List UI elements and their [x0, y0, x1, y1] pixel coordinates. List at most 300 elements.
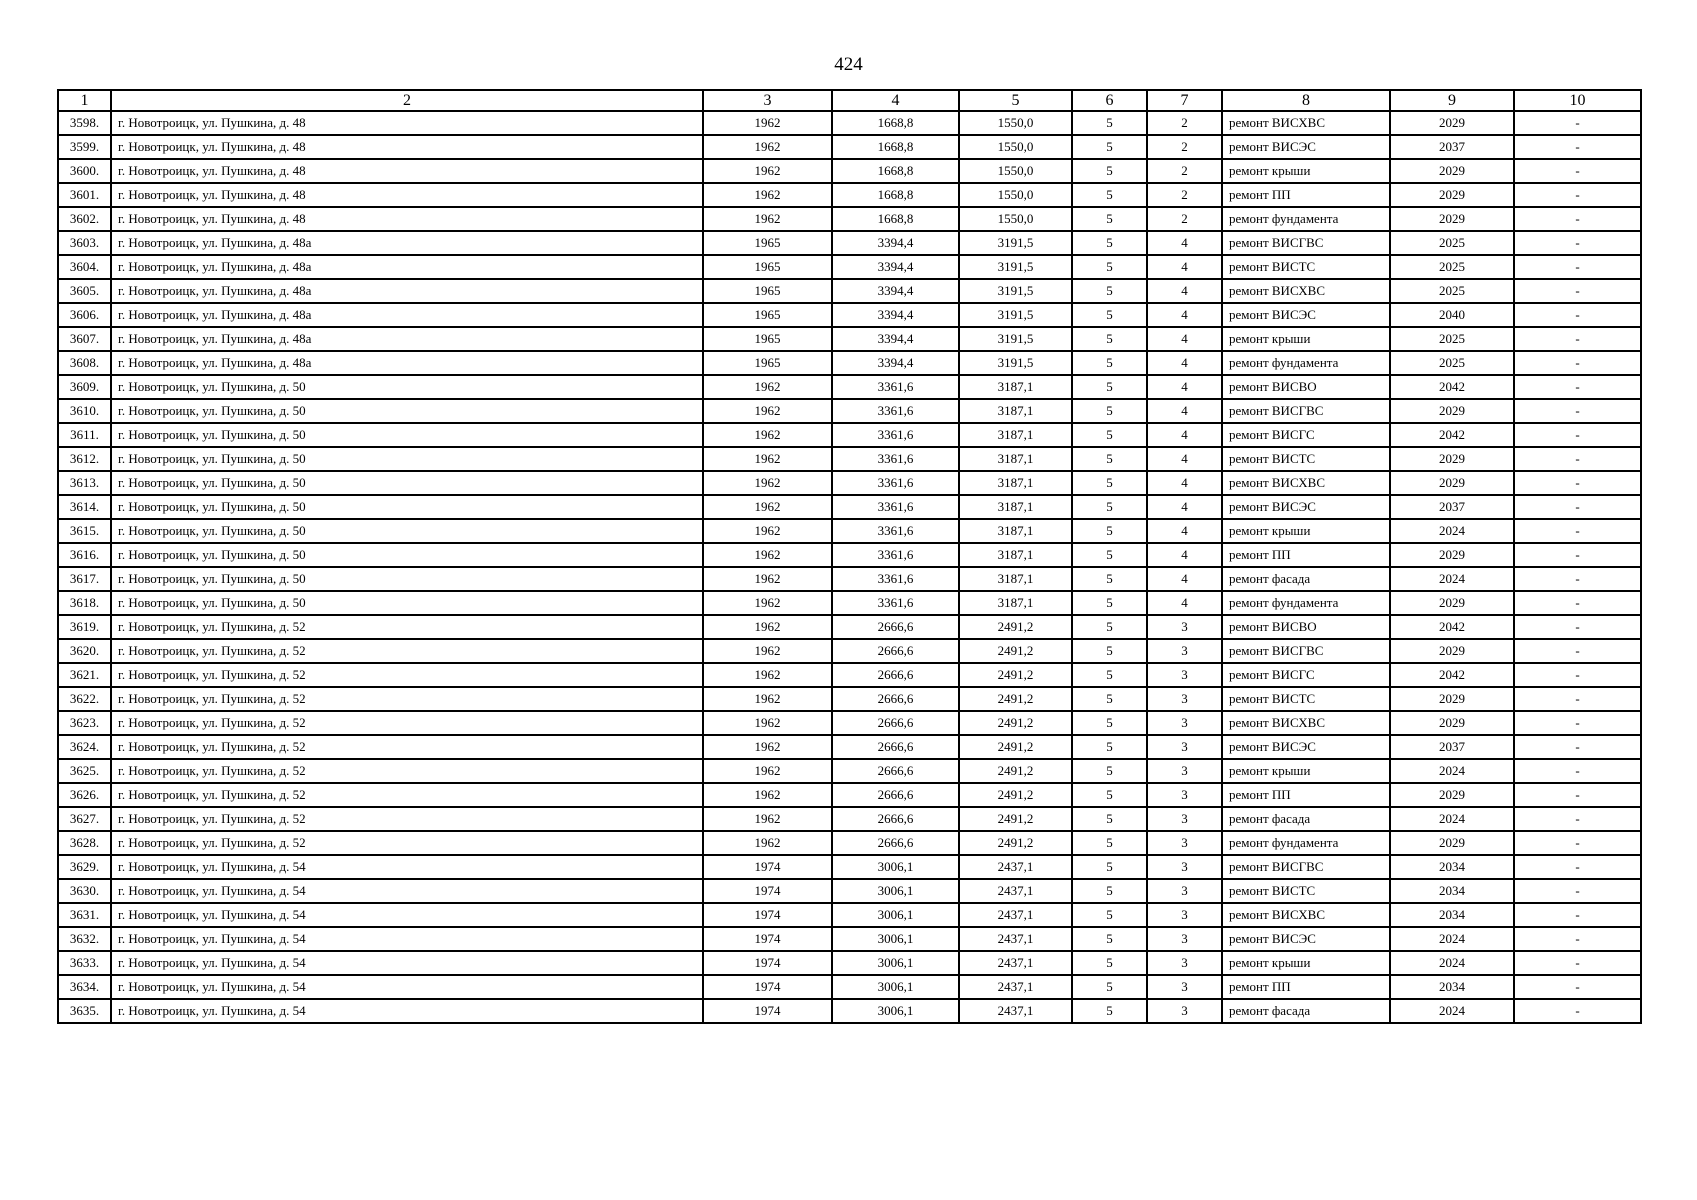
cell-work-type: ремонт ВИСХВС [1222, 111, 1390, 135]
cell-floors: 5 [1072, 351, 1147, 375]
cell-note: - [1514, 423, 1641, 447]
cell-address: г. Новотроицк, ул. Пушкина, д. 52 [111, 807, 703, 831]
cell-note: - [1514, 447, 1641, 471]
cell-note: - [1514, 255, 1641, 279]
cell-address: г. Новотроицк, ул. Пушкина, д. 50 [111, 471, 703, 495]
data-table [57, 89, 1642, 1024]
cell-entrances: 2 [1147, 111, 1222, 135]
column-header-6: 6 [1072, 90, 1147, 111]
cell-address: г. Новотроицк, ул. Пушкина, д. 50 [111, 591, 703, 615]
cell-note: - [1514, 207, 1641, 231]
cell-entrances: 3 [1147, 855, 1222, 879]
table-row [58, 903, 1641, 927]
cell-address: г. Новотроицк, ул. Пушкина, д. 48а [111, 303, 703, 327]
cell-living-area: 2437,1 [959, 903, 1072, 927]
cell-work-type: ремонт ВИСГВС [1222, 855, 1390, 879]
cell-work-type: ремонт ВИСЭС [1222, 735, 1390, 759]
cell-living-area: 2491,2 [959, 783, 1072, 807]
cell-total-area: 3006,1 [832, 951, 959, 975]
cell-year-built: 1965 [703, 327, 832, 351]
cell-total-area: 3006,1 [832, 927, 959, 951]
cell-living-area: 1550,0 [959, 207, 1072, 231]
cell-entrances: 4 [1147, 471, 1222, 495]
cell-entrances: 3 [1147, 831, 1222, 855]
cell-floors: 5 [1072, 591, 1147, 615]
cell-floors: 5 [1072, 711, 1147, 735]
cell-address: г. Новотроицк, ул. Пушкина, д. 52 [111, 735, 703, 759]
cell-note: - [1514, 663, 1641, 687]
cell-planned-year: 2024 [1390, 807, 1514, 831]
cell-entrances: 2 [1147, 159, 1222, 183]
cell-address: г. Новотроицк, ул. Пушкина, д. 54 [111, 855, 703, 879]
cell-row-number: 3603. [58, 231, 111, 255]
table-row [58, 927, 1641, 951]
cell-planned-year: 2024 [1390, 999, 1514, 1023]
cell-floors: 5 [1072, 399, 1147, 423]
cell-work-type: ремонт ВИСХВС [1222, 711, 1390, 735]
cell-work-type: ремонт ВИСГС [1222, 663, 1390, 687]
cell-entrances: 4 [1147, 375, 1222, 399]
cell-floors: 5 [1072, 447, 1147, 471]
cell-address: г. Новотроицк, ул. Пушкина, д. 54 [111, 927, 703, 951]
cell-work-type: ремонт фундамента [1222, 207, 1390, 231]
cell-address: г. Новотроицк, ул. Пушкина, д. 48 [111, 135, 703, 159]
table-row [58, 207, 1641, 231]
table-row [58, 279, 1641, 303]
cell-work-type: ремонт фундамента [1222, 351, 1390, 375]
cell-address: г. Новотроицк, ул. Пушкина, д. 48 [111, 111, 703, 135]
table-row [58, 639, 1641, 663]
cell-entrances: 4 [1147, 303, 1222, 327]
cell-planned-year: 2029 [1390, 183, 1514, 207]
cell-work-type: ремонт ВИСЭС [1222, 495, 1390, 519]
cell-note: - [1514, 855, 1641, 879]
column-header-1: 1 [58, 90, 111, 111]
cell-work-type: ремонт ВИСТС [1222, 687, 1390, 711]
cell-address: г. Новотроицк, ул. Пушкина, д. 48 [111, 183, 703, 207]
table-row [58, 759, 1641, 783]
cell-year-built: 1965 [703, 303, 832, 327]
cell-year-built: 1962 [703, 543, 832, 567]
cell-planned-year: 2029 [1390, 783, 1514, 807]
cell-work-type: ремонт фундамента [1222, 831, 1390, 855]
table-row [58, 327, 1641, 351]
cell-living-area: 2491,2 [959, 831, 1072, 855]
cell-row-number: 3601. [58, 183, 111, 207]
cell-row-number: 3612. [58, 447, 111, 471]
cell-work-type: ремонт ВИСХВС [1222, 279, 1390, 303]
cell-planned-year: 2029 [1390, 399, 1514, 423]
cell-total-area: 3006,1 [832, 855, 959, 879]
cell-row-number: 3623. [58, 711, 111, 735]
cell-row-number: 3621. [58, 663, 111, 687]
cell-note: - [1514, 303, 1641, 327]
column-header-9: 9 [1390, 90, 1514, 111]
cell-planned-year: 2024 [1390, 951, 1514, 975]
cell-planned-year: 2024 [1390, 927, 1514, 951]
table-row [58, 591, 1641, 615]
cell-year-built: 1962 [703, 711, 832, 735]
cell-entrances: 4 [1147, 423, 1222, 447]
cell-work-type: ремонт ВИСХВС [1222, 471, 1390, 495]
cell-living-area: 3191,5 [959, 303, 1072, 327]
cell-year-built: 1962 [703, 135, 832, 159]
cell-address: г. Новотроицк, ул. Пушкина, д. 52 [111, 831, 703, 855]
cell-total-area: 2666,6 [832, 759, 959, 783]
table-row [58, 255, 1641, 279]
cell-floors: 5 [1072, 183, 1147, 207]
cell-year-built: 1962 [703, 375, 832, 399]
cell-address: г. Новотроицк, ул. Пушкина, д. 48 [111, 159, 703, 183]
cell-address: г. Новотроицк, ул. Пушкина, д. 54 [111, 951, 703, 975]
table-row [58, 735, 1641, 759]
cell-living-area: 3187,1 [959, 375, 1072, 399]
cell-entrances: 3 [1147, 663, 1222, 687]
cell-floors: 5 [1072, 519, 1147, 543]
cell-year-built: 1974 [703, 855, 832, 879]
cell-work-type: ремонт ПП [1222, 183, 1390, 207]
cell-living-area: 2437,1 [959, 855, 1072, 879]
cell-entrances: 4 [1147, 591, 1222, 615]
cell-address: г. Новотроицк, ул. Пушкина, д. 52 [111, 615, 703, 639]
cell-living-area: 2491,2 [959, 615, 1072, 639]
cell-planned-year: 2034 [1390, 975, 1514, 999]
cell-planned-year: 2042 [1390, 423, 1514, 447]
column-header-3: 3 [703, 90, 832, 111]
cell-row-number: 3607. [58, 327, 111, 351]
cell-note: - [1514, 471, 1641, 495]
cell-planned-year: 2029 [1390, 111, 1514, 135]
cell-floors: 5 [1072, 375, 1147, 399]
cell-planned-year: 2029 [1390, 711, 1514, 735]
cell-living-area: 2491,2 [959, 687, 1072, 711]
cell-entrances: 3 [1147, 807, 1222, 831]
cell-floors: 5 [1072, 255, 1147, 279]
cell-work-type: ремонт фасада [1222, 999, 1390, 1023]
cell-year-built: 1962 [703, 567, 832, 591]
cell-row-number: 3633. [58, 951, 111, 975]
cell-note: - [1514, 975, 1641, 999]
cell-year-built: 1962 [703, 447, 832, 471]
cell-entrances: 3 [1147, 903, 1222, 927]
table-row [58, 975, 1641, 999]
cell-address: г. Новотроицк, ул. Пушкина, д. 50 [111, 519, 703, 543]
cell-row-number: 3604. [58, 255, 111, 279]
cell-total-area: 3361,6 [832, 471, 959, 495]
cell-floors: 5 [1072, 615, 1147, 639]
cell-total-area: 2666,6 [832, 831, 959, 855]
cell-note: - [1514, 927, 1641, 951]
cell-planned-year: 2029 [1390, 159, 1514, 183]
cell-work-type: ремонт крыши [1222, 951, 1390, 975]
cell-note: - [1514, 783, 1641, 807]
table-row [58, 519, 1641, 543]
cell-note: - [1514, 567, 1641, 591]
cell-note: - [1514, 327, 1641, 351]
cell-living-area: 2491,2 [959, 807, 1072, 831]
cell-address: г. Новотроицк, ул. Пушкина, д. 52 [111, 639, 703, 663]
cell-work-type: ремонт ВИСЭС [1222, 927, 1390, 951]
cell-row-number: 3611. [58, 423, 111, 447]
cell-year-built: 1962 [703, 159, 832, 183]
cell-work-type: ремонт ПП [1222, 783, 1390, 807]
cell-floors: 5 [1072, 279, 1147, 303]
cell-living-area: 3187,1 [959, 519, 1072, 543]
table-row [58, 711, 1641, 735]
cell-living-area: 2491,2 [959, 711, 1072, 735]
column-header-8: 8 [1222, 90, 1390, 111]
cell-note: - [1514, 807, 1641, 831]
cell-floors: 5 [1072, 303, 1147, 327]
table-row [58, 303, 1641, 327]
cell-year-built: 1962 [703, 783, 832, 807]
cell-entrances: 3 [1147, 735, 1222, 759]
cell-living-area: 3187,1 [959, 423, 1072, 447]
cell-work-type: ремонт ПП [1222, 975, 1390, 999]
cell-living-area: 3187,1 [959, 591, 1072, 615]
cell-row-number: 3625. [58, 759, 111, 783]
cell-living-area: 3187,1 [959, 399, 1072, 423]
cell-planned-year: 2025 [1390, 279, 1514, 303]
cell-total-area: 3361,6 [832, 423, 959, 447]
cell-year-built: 1974 [703, 975, 832, 999]
table-row [58, 567, 1641, 591]
cell-work-type: ремонт ВИСГВС [1222, 231, 1390, 255]
cell-floors: 5 [1072, 471, 1147, 495]
cell-work-type: ремонт ВИСГС [1222, 423, 1390, 447]
table-row [58, 663, 1641, 687]
cell-year-built: 1962 [703, 519, 832, 543]
cell-planned-year: 2029 [1390, 471, 1514, 495]
cell-work-type: ремонт ВИСЭС [1222, 135, 1390, 159]
cell-floors: 5 [1072, 231, 1147, 255]
header-row [58, 90, 1641, 111]
cell-planned-year: 2029 [1390, 639, 1514, 663]
cell-address: г. Новотроицк, ул. Пушкина, д. 50 [111, 567, 703, 591]
cell-year-built: 1962 [703, 759, 832, 783]
cell-floors: 5 [1072, 759, 1147, 783]
table-row [58, 447, 1641, 471]
cell-entrances: 4 [1147, 327, 1222, 351]
cell-entrances: 3 [1147, 759, 1222, 783]
cell-entrances: 3 [1147, 975, 1222, 999]
cell-row-number: 3613. [58, 471, 111, 495]
cell-row-number: 3626. [58, 783, 111, 807]
cell-address: г. Новотроицк, ул. Пушкина, д. 48 [111, 207, 703, 231]
table-row [58, 111, 1641, 135]
cell-row-number: 3632. [58, 927, 111, 951]
cell-year-built: 1974 [703, 951, 832, 975]
cell-row-number: 3630. [58, 879, 111, 903]
cell-planned-year: 2042 [1390, 615, 1514, 639]
cell-floors: 5 [1072, 639, 1147, 663]
table-row [58, 351, 1641, 375]
cell-address: г. Новотроицк, ул. Пушкина, д. 48а [111, 327, 703, 351]
cell-total-area: 3394,4 [832, 327, 959, 351]
cell-year-built: 1962 [703, 207, 832, 231]
cell-floors: 5 [1072, 975, 1147, 999]
cell-address: г. Новотроицк, ул. Пушкина, д. 48а [111, 279, 703, 303]
cell-total-area: 2666,6 [832, 735, 959, 759]
cell-living-area: 1550,0 [959, 159, 1072, 183]
cell-row-number: 3598. [58, 111, 111, 135]
cell-floors: 5 [1072, 159, 1147, 183]
cell-total-area: 3361,6 [832, 375, 959, 399]
cell-work-type: ремонт крыши [1222, 159, 1390, 183]
cell-address: г. Новотроицк, ул. Пушкина, д. 52 [111, 783, 703, 807]
cell-floors: 5 [1072, 495, 1147, 519]
cell-work-type: ремонт ВИСВО [1222, 615, 1390, 639]
cell-planned-year: 2029 [1390, 687, 1514, 711]
cell-floors: 5 [1072, 903, 1147, 927]
cell-year-built: 1962 [703, 639, 832, 663]
cell-total-area: 3394,4 [832, 303, 959, 327]
cell-entrances: 3 [1147, 879, 1222, 903]
cell-address: г. Новотроицк, ул. Пушкина, д. 48а [111, 255, 703, 279]
cell-total-area: 3361,6 [832, 447, 959, 471]
cell-total-area: 3006,1 [832, 999, 959, 1023]
cell-total-area: 2666,6 [832, 807, 959, 831]
cell-work-type: ремонт ПП [1222, 543, 1390, 567]
cell-note: - [1514, 615, 1641, 639]
cell-living-area: 2491,2 [959, 735, 1072, 759]
cell-note: - [1514, 351, 1641, 375]
cell-year-built: 1974 [703, 879, 832, 903]
cell-row-number: 3635. [58, 999, 111, 1023]
cell-year-built: 1965 [703, 351, 832, 375]
cell-living-area: 3187,1 [959, 543, 1072, 567]
cell-year-built: 1962 [703, 687, 832, 711]
cell-living-area: 2491,2 [959, 759, 1072, 783]
cell-entrances: 4 [1147, 495, 1222, 519]
cell-living-area: 2437,1 [959, 951, 1072, 975]
cell-total-area: 3006,1 [832, 975, 959, 999]
cell-entrances: 2 [1147, 183, 1222, 207]
cell-row-number: 3622. [58, 687, 111, 711]
cell-note: - [1514, 735, 1641, 759]
cell-entrances: 3 [1147, 999, 1222, 1023]
cell-entrances: 4 [1147, 447, 1222, 471]
cell-row-number: 3602. [58, 207, 111, 231]
table-row [58, 375, 1641, 399]
table-row [58, 783, 1641, 807]
cell-note: - [1514, 519, 1641, 543]
cell-entrances: 4 [1147, 231, 1222, 255]
cell-total-area: 2666,6 [832, 687, 959, 711]
cell-row-number: 3631. [58, 903, 111, 927]
cell-living-area: 2437,1 [959, 975, 1072, 999]
cell-living-area: 1550,0 [959, 183, 1072, 207]
cell-entrances: 3 [1147, 951, 1222, 975]
table-row [58, 999, 1641, 1023]
cell-floors: 5 [1072, 207, 1147, 231]
cell-planned-year: 2029 [1390, 831, 1514, 855]
cell-total-area: 3361,6 [832, 567, 959, 591]
cell-total-area: 2666,6 [832, 663, 959, 687]
cell-planned-year: 2034 [1390, 903, 1514, 927]
cell-living-area: 2491,2 [959, 663, 1072, 687]
cell-row-number: 3608. [58, 351, 111, 375]
cell-total-area: 3006,1 [832, 903, 959, 927]
cell-note: - [1514, 687, 1641, 711]
cell-work-type: ремонт ВИСГВС [1222, 399, 1390, 423]
cell-entrances: 3 [1147, 687, 1222, 711]
cell-planned-year: 2042 [1390, 663, 1514, 687]
cell-work-type: ремонт крыши [1222, 519, 1390, 543]
cell-total-area: 3361,6 [832, 495, 959, 519]
cell-note: - [1514, 951, 1641, 975]
cell-address: г. Новотроицк, ул. Пушкина, д. 52 [111, 711, 703, 735]
cell-floors: 5 [1072, 951, 1147, 975]
cell-year-built: 1962 [703, 663, 832, 687]
cell-floors: 5 [1072, 663, 1147, 687]
cell-living-area: 3187,1 [959, 567, 1072, 591]
cell-address: г. Новотроицк, ул. Пушкина, д. 50 [111, 423, 703, 447]
cell-total-area: 3361,6 [832, 399, 959, 423]
cell-planned-year: 2029 [1390, 591, 1514, 615]
table-row [58, 687, 1641, 711]
cell-year-built: 1962 [703, 423, 832, 447]
cell-entrances: 4 [1147, 519, 1222, 543]
cell-note: - [1514, 543, 1641, 567]
cell-row-number: 3606. [58, 303, 111, 327]
cell-entrances: 3 [1147, 783, 1222, 807]
cell-entrances: 4 [1147, 567, 1222, 591]
cell-entrances: 3 [1147, 615, 1222, 639]
table-row [58, 831, 1641, 855]
cell-work-type: ремонт крыши [1222, 327, 1390, 351]
cell-planned-year: 2037 [1390, 735, 1514, 759]
cell-total-area: 3394,4 [832, 351, 959, 375]
cell-year-built: 1974 [703, 999, 832, 1023]
cell-entrances: 3 [1147, 639, 1222, 663]
cell-row-number: 3616. [58, 543, 111, 567]
cell-living-area: 3191,5 [959, 351, 1072, 375]
cell-floors: 5 [1072, 135, 1147, 159]
cell-note: - [1514, 495, 1641, 519]
cell-note: - [1514, 831, 1641, 855]
cell-living-area: 2437,1 [959, 927, 1072, 951]
cell-address: г. Новотроицк, ул. Пушкина, д. 54 [111, 999, 703, 1023]
cell-note: - [1514, 903, 1641, 927]
cell-total-area: 1668,8 [832, 159, 959, 183]
cell-work-type: ремонт ВИСХВС [1222, 903, 1390, 927]
cell-entrances: 2 [1147, 135, 1222, 159]
column-header-7: 7 [1147, 90, 1222, 111]
cell-total-area: 3361,6 [832, 543, 959, 567]
column-header-5: 5 [959, 90, 1072, 111]
cell-total-area: 3394,4 [832, 279, 959, 303]
cell-planned-year: 2037 [1390, 135, 1514, 159]
cell-work-type: ремонт ВИСТС [1222, 255, 1390, 279]
cell-total-area: 1668,8 [832, 111, 959, 135]
cell-living-area: 1550,0 [959, 135, 1072, 159]
cell-floors: 5 [1072, 783, 1147, 807]
cell-address: г. Новотроицк, ул. Пушкина, д. 50 [111, 399, 703, 423]
cell-entrances: 4 [1147, 279, 1222, 303]
cell-living-area: 2437,1 [959, 879, 1072, 903]
cell-living-area: 3187,1 [959, 495, 1072, 519]
cell-note: - [1514, 591, 1641, 615]
cell-work-type: ремонт фасада [1222, 567, 1390, 591]
cell-planned-year: 2029 [1390, 447, 1514, 471]
cell-row-number: 3600. [58, 159, 111, 183]
cell-row-number: 3629. [58, 855, 111, 879]
cell-year-built: 1962 [703, 495, 832, 519]
cell-total-area: 1668,8 [832, 135, 959, 159]
cell-living-area: 3191,5 [959, 279, 1072, 303]
cell-note: - [1514, 183, 1641, 207]
